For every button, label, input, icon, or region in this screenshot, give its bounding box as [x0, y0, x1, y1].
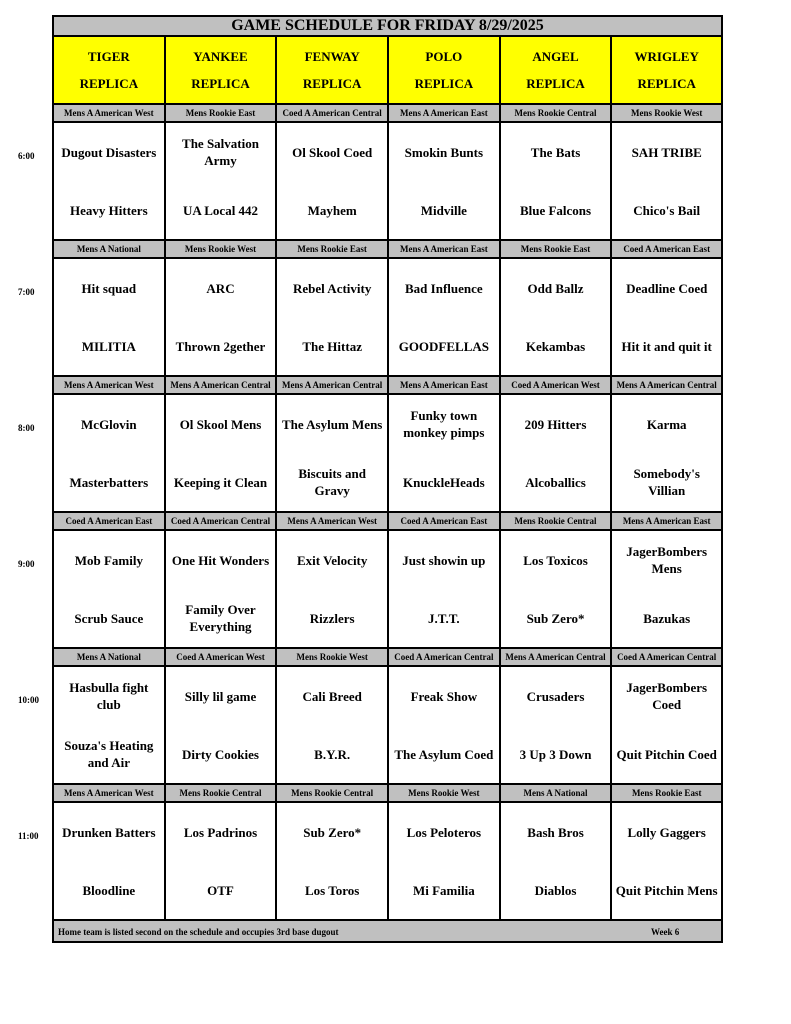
- division-label: Mens A American Central: [501, 649, 613, 665]
- division-label: Mens Rookie East: [277, 241, 389, 257]
- away-team: Lolly Gaggers: [627, 824, 706, 840]
- game-cell: [166, 531, 278, 647]
- field-name: TIGER: [87, 48, 130, 64]
- away-team: Hit squad: [81, 280, 137, 296]
- game-cell: [612, 259, 723, 375]
- home-team: Scrub Sauce: [74, 610, 144, 626]
- game-cell: [389, 803, 501, 919]
- away-team: Cali Breed: [302, 688, 362, 704]
- division-label: Mens A American West: [54, 105, 166, 121]
- away-team: Funky town monkey pimps: [403, 408, 485, 440]
- home-team: Blue Falcons: [519, 202, 592, 218]
- time-slot: [18, 513, 723, 649]
- game-cell: [54, 395, 166, 511]
- division-label: Coed A American Central: [166, 513, 278, 529]
- home-team: The Asylum Coed: [394, 746, 494, 762]
- division-label: Coed A American Central: [277, 105, 389, 121]
- time-label: 11:00: [18, 831, 39, 841]
- away-team: Hasbulla fight club: [69, 680, 149, 712]
- field-subname: REPLICA: [526, 75, 585, 91]
- away-team: Dugout Disasters: [61, 144, 157, 160]
- home-team: Quit Pitchin Mens: [615, 882, 718, 898]
- home-team: Sub Zero*: [526, 610, 585, 626]
- division-label: Coed A American Central: [389, 649, 501, 665]
- away-team: JagerBombers Mens: [626, 544, 708, 576]
- division-label: Mens A American Central: [166, 377, 278, 393]
- game-cell: [54, 803, 166, 919]
- game-cell: [166, 395, 278, 511]
- game-cell: [54, 531, 166, 647]
- home-team: MILITIA: [81, 338, 136, 354]
- time-label: 7:00: [18, 287, 35, 297]
- home-team: Mi Familia: [412, 882, 475, 898]
- time-label: 9:00: [18, 559, 35, 569]
- time-slot: [18, 241, 723, 377]
- time-label: 8:00: [18, 423, 35, 433]
- time-slot: [18, 649, 723, 785]
- home-team: OTF: [207, 882, 234, 898]
- home-team: Souza's Heating and Air: [64, 738, 154, 770]
- division-label: Mens A American West: [54, 377, 166, 393]
- game-cell: [389, 259, 501, 375]
- field-header: [389, 37, 501, 105]
- field-name: POLO: [425, 48, 463, 64]
- game-cell: [612, 531, 723, 647]
- away-team: Rebel Activity: [293, 280, 372, 296]
- away-team: Freak Show: [410, 688, 478, 704]
- home-team: J.T.T.: [428, 610, 460, 626]
- game-cell: [501, 803, 613, 919]
- division-label: Coed A American East: [54, 513, 166, 529]
- division-label: Coed A American West: [501, 377, 613, 393]
- division-label: Coed A American Central: [612, 649, 723, 665]
- division-row: [52, 377, 723, 395]
- away-team: Los Peloteros: [406, 824, 482, 840]
- game-cell: [389, 123, 501, 239]
- schedule-footer: [52, 921, 723, 943]
- away-team: The Salvation Army: [182, 136, 259, 168]
- game-cell: [612, 803, 723, 919]
- away-team: Karma: [646, 416, 687, 432]
- home-team: Diablos: [534, 882, 577, 898]
- game-cell: [277, 395, 389, 511]
- field-header: [501, 37, 613, 105]
- schedule-title: GAME SCHEDULE FOR FRIDAY 8/29/2025: [52, 15, 723, 37]
- home-team: 3 Up 3 Down: [519, 746, 592, 762]
- game-cell: [166, 123, 278, 239]
- field-subname: REPLICA: [302, 75, 362, 91]
- division-label: Mens A American East: [389, 377, 501, 393]
- division-label: Mens Rookie Central: [501, 513, 613, 529]
- division-label: Mens A American East: [389, 241, 501, 257]
- division-label: Mens Rookie Central: [277, 785, 389, 801]
- away-team: Ol Skool Coed: [292, 144, 373, 160]
- home-team: Mayhem: [307, 202, 357, 218]
- game-cell: [277, 803, 389, 919]
- division-row: [52, 785, 723, 803]
- home-team: Bazukas: [643, 610, 691, 626]
- home-team: B.Y.R.: [314, 746, 351, 762]
- home-team: Los Toros: [305, 882, 360, 898]
- away-team: Exit Velocity: [296, 552, 368, 568]
- division-label: Mens A American West: [54, 785, 166, 801]
- division-label: Mens A National: [501, 785, 613, 801]
- home-team: The Hittaz: [302, 338, 362, 354]
- division-label: Coed A American East: [389, 513, 501, 529]
- division-label: Mens Rookie West: [166, 241, 278, 257]
- division-row: [52, 513, 723, 531]
- game-row: [52, 123, 723, 241]
- home-team: Rizzlers: [309, 610, 355, 626]
- game-cell: [501, 395, 613, 511]
- division-row: [52, 241, 723, 259]
- away-team: Bad Influence: [405, 280, 483, 296]
- division-label: Mens A American West: [277, 513, 389, 529]
- away-team: JagerBombers Coed: [626, 680, 708, 712]
- division-label: Mens Rookie East: [166, 105, 278, 121]
- division-label: Mens Rookie West: [612, 105, 723, 121]
- home-team: KnuckleHeads: [403, 474, 485, 490]
- game-cell: [277, 123, 389, 239]
- home-team: Quit Pitchin Coed: [616, 746, 717, 762]
- time-slot: [18, 105, 723, 241]
- schedule-sheet: [18, 15, 723, 943]
- game-cell: [54, 667, 166, 783]
- division-label: Mens Rookie East: [612, 785, 723, 801]
- time-label: 6:00: [18, 151, 35, 161]
- game-cell: [389, 531, 501, 647]
- away-team: Smokin Bunts: [404, 144, 484, 160]
- division-label: Coed A American East: [612, 241, 723, 257]
- field-header-row: [52, 37, 723, 105]
- home-team: Keeping it Clean: [173, 474, 268, 490]
- game-row: [52, 395, 723, 513]
- division-label: Mens Rookie Central: [501, 105, 613, 121]
- time-slot: [18, 377, 723, 513]
- field-subname: REPLICA: [637, 75, 696, 91]
- away-team: Odd Ballz: [527, 280, 584, 296]
- home-team: Family Over Everything: [185, 602, 256, 634]
- game-row: [52, 803, 723, 921]
- away-team: Crusaders: [526, 688, 585, 704]
- field-subname: REPLICA: [414, 75, 474, 91]
- home-team: Bloodline: [82, 882, 136, 898]
- game-cell: [501, 123, 613, 239]
- game-cell: [166, 667, 278, 783]
- game-cell: [612, 395, 723, 511]
- away-team: The Bats: [530, 144, 581, 160]
- game-cell: [166, 259, 278, 375]
- away-team: Bash Bros: [527, 824, 584, 840]
- game-cell: [277, 259, 389, 375]
- game-cell: [501, 259, 613, 375]
- field-name: WRIGLEY: [634, 48, 699, 64]
- away-team: Mob Family: [74, 552, 143, 568]
- division-label: Coed A American West: [166, 649, 278, 665]
- away-team: Drunken Batters: [62, 824, 156, 840]
- game-cell: [277, 667, 389, 783]
- division-label: Mens Rookie West: [389, 785, 501, 801]
- game-row: [52, 259, 723, 377]
- home-team: Somebody's Villian: [633, 466, 700, 498]
- home-team: Midville: [420, 202, 467, 218]
- home-team: Hit it and quit it: [621, 338, 712, 354]
- game-cell: [501, 667, 613, 783]
- division-label: Mens Rookie East: [501, 241, 613, 257]
- home-team: Dirty Cookies: [182, 746, 259, 762]
- game-cell: [54, 123, 166, 239]
- field-name: ANGEL: [532, 48, 579, 64]
- field-name: FENWAY: [304, 48, 360, 64]
- field-subname: REPLICA: [191, 75, 250, 91]
- game-cell: [166, 803, 278, 919]
- field-header: [612, 37, 723, 105]
- away-team: Los Toxicos: [523, 552, 588, 568]
- game-cell: [277, 531, 389, 647]
- away-team: Just showin up: [402, 552, 486, 568]
- game-cell: [389, 395, 501, 511]
- away-team: SAH TRIBE: [631, 144, 702, 160]
- away-team: McGlovin: [81, 416, 137, 432]
- division-label: Mens A National: [54, 649, 166, 665]
- away-team: Silly lil game: [184, 688, 257, 704]
- game-row: [52, 531, 723, 649]
- home-team: Biscuits and Gravy: [298, 466, 366, 498]
- game-cell: [54, 259, 166, 375]
- away-team: Deadline Coed: [626, 280, 708, 296]
- division-label: Mens A American Central: [277, 377, 389, 393]
- home-team-note: Home team is listed second on the schedule and occupies 3rd base dugout: [58, 927, 339, 937]
- away-team: Ol Skool Mens: [179, 416, 262, 432]
- game-row: [52, 667, 723, 785]
- division-label: Mens Rookie Central: [166, 785, 278, 801]
- away-team: One Hit Wonders: [171, 552, 270, 568]
- home-team: Heavy Hitters: [70, 202, 148, 218]
- home-team: Chico's Bail: [633, 202, 701, 218]
- division-label: Mens A American East: [612, 513, 723, 529]
- game-cell: [612, 123, 723, 239]
- away-team: Los Padrinos: [183, 824, 258, 840]
- week-label: Week 6: [651, 927, 680, 937]
- field-header: [166, 37, 278, 105]
- home-team: UA Local 442: [182, 202, 259, 218]
- home-team: Alcoballics: [525, 474, 586, 490]
- field-name: YANKEE: [193, 48, 248, 64]
- time-label: 10:00: [18, 695, 39, 705]
- division-label: Mens Rookie West: [277, 649, 389, 665]
- away-team: The Asylum Mens: [281, 416, 383, 432]
- away-team: 209 Hitters: [524, 416, 587, 432]
- division-row: [52, 649, 723, 667]
- field-subname: REPLICA: [79, 75, 139, 91]
- time-slots: [18, 105, 723, 921]
- home-team: GOODFELLAS: [398, 338, 489, 354]
- home-team: Kekambas: [525, 338, 586, 354]
- game-cell: [501, 531, 613, 647]
- home-team: Masterbatters: [69, 474, 149, 490]
- home-team: Thrown 2gether: [175, 338, 266, 354]
- division-label: Mens A National: [54, 241, 166, 257]
- field-header: [54, 37, 166, 105]
- away-team: ARC: [206, 280, 235, 296]
- division-row: [52, 105, 723, 123]
- division-label: Mens A American Central: [612, 377, 723, 393]
- game-cell: [389, 667, 501, 783]
- time-slot: [18, 785, 723, 921]
- division-label: Mens A American East: [389, 105, 501, 121]
- away-team: Sub Zero*: [303, 824, 362, 840]
- field-header: [277, 37, 389, 105]
- game-cell: [612, 667, 723, 783]
